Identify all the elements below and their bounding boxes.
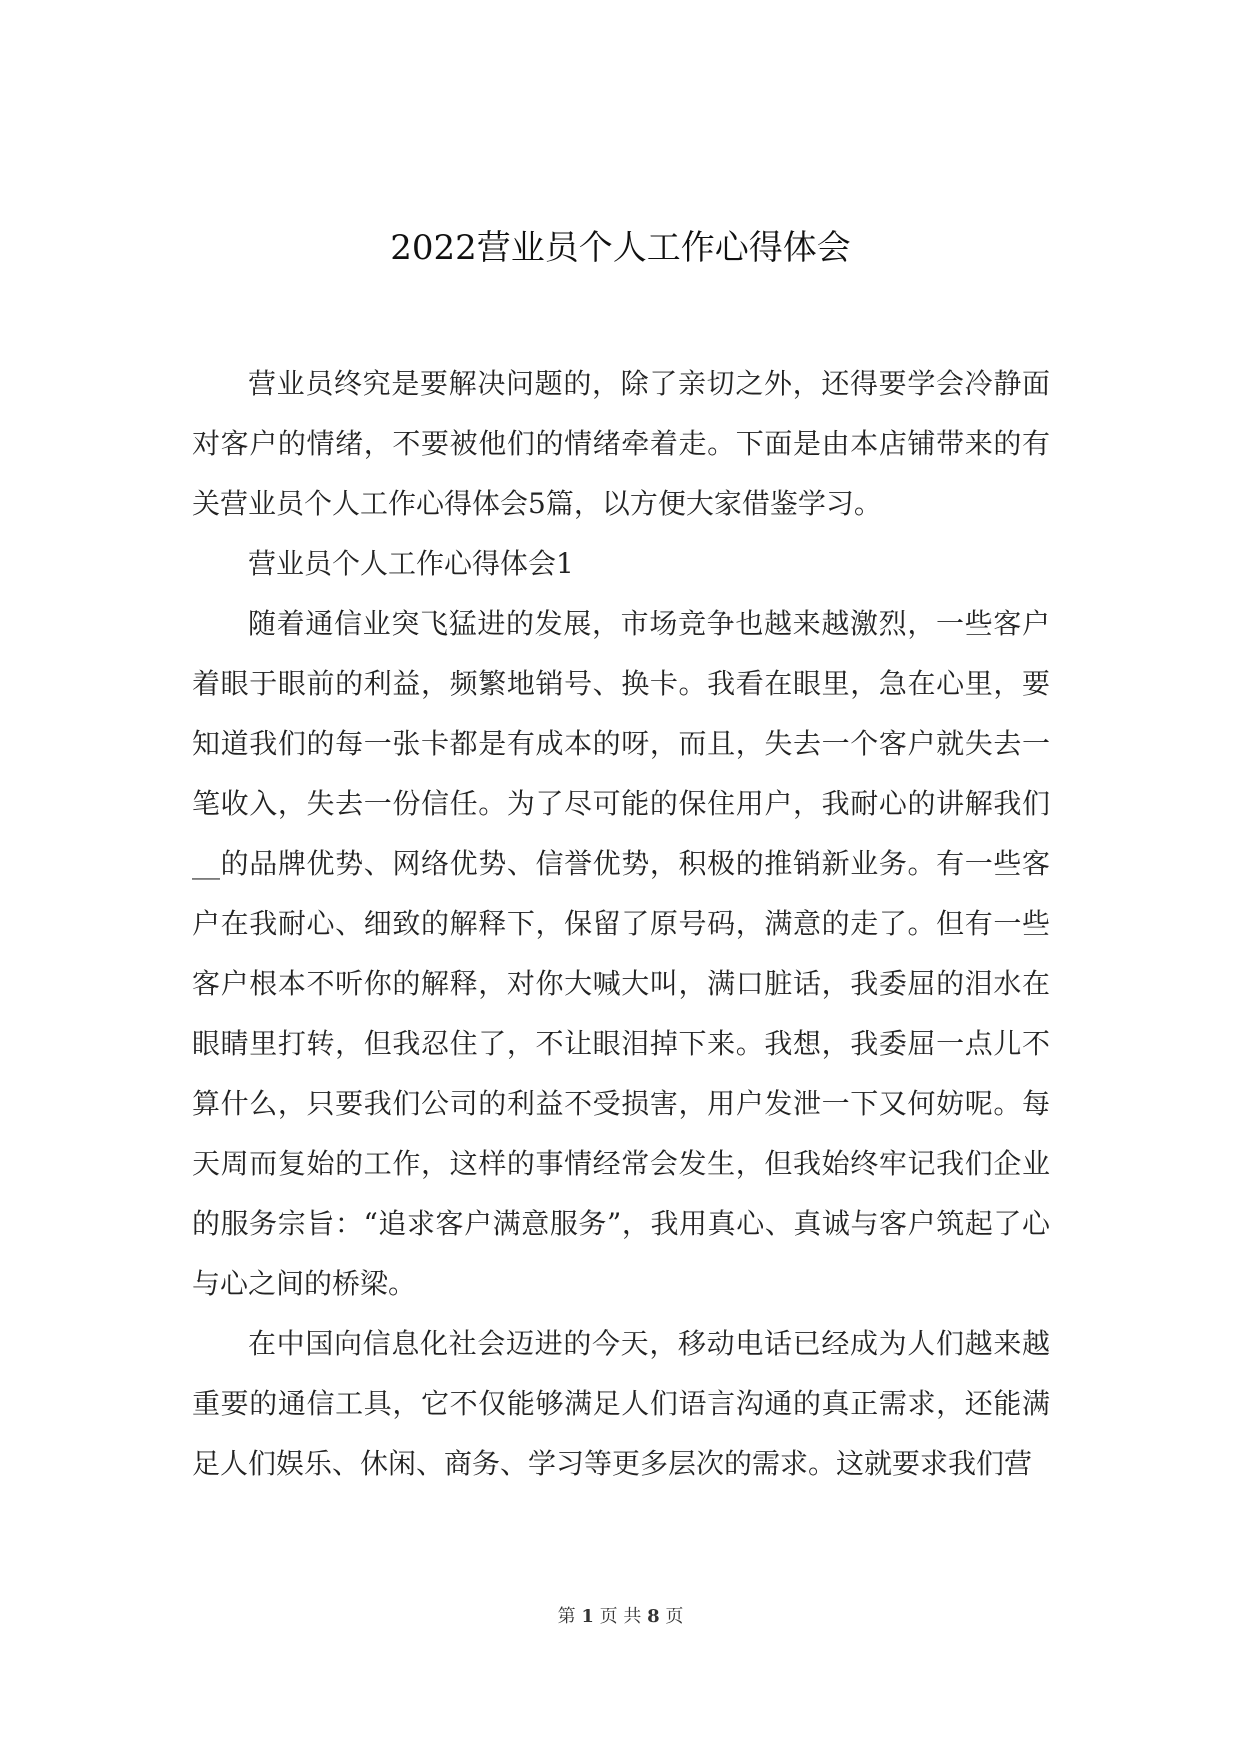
document-body [192,354,1050,1494]
page-footer [0,1602,1241,1628]
footer-prefix: 第 [557,1606,576,1627]
footer-middle: 页 共 [599,1606,642,1627]
footer-page-number: 1 [581,1606,594,1627]
body-paragraph: 在中国向信息化社会迈进的今天，移动电话已经成为人们越来越重要的通信工具，它不仅能够满足人们语言沟通的真正需求，还能满足人们娱乐、休闲、商务、学习等更多层次的需求。这就要求我们营 [192,1327,1050,1480]
section-heading: 营业员个人工作心得体会1 [248,547,574,580]
body-paragraph: 随着通信业突飞猛进的发展，市场竞争也越来越激烈，一些客户着眼于眼前的利益，频繁地销号、换卡。我看在眼里，急在心里，要知道我们的每一张卡都是有成本的呀，而且，失去一个客户就失去一笔收入，失去一份信任。为了尽可能的保住用户，我耐心的讲解我们__的品牌优势、网络优势、信誉优势，积极的推销新业务。有一些客户在我耐心、细致的解释下，保留了原号码，满意的走了。但有一些客户根本不听你的解释，对你大喊大叫，满口脏话，我委屈的泪水在眼睛里打转，但我忍住了，不让眼泪掉下来。我想，我委屈一点儿不算什么，只要我们公司的利益不受损害，用户发泄一下又何妨呢。每天周而复始的工作，这样的事情经常会发生，但我始终牢记我们企业的服务宗旨：“追求客户满意服务”，我用真心、真诚与客户筑起了心与心之间的桥梁。 [192,607,1050,1300]
footer-suffix: 页 [665,1606,684,1627]
intro-paragraph: 营业员终究是要解决问题的，除了亲切之外，还得要学会冷静面对客户的情绪，不要被他们的情绪牵着走。下面是由本店铺带来的有关营业员个人工作心得体会5篇，以方便大家借鉴学习。 [192,367,1050,520]
document-title: 2022营业员个人工作心得体会 [390,228,851,268]
footer-total-pages: 8 [647,1606,660,1627]
